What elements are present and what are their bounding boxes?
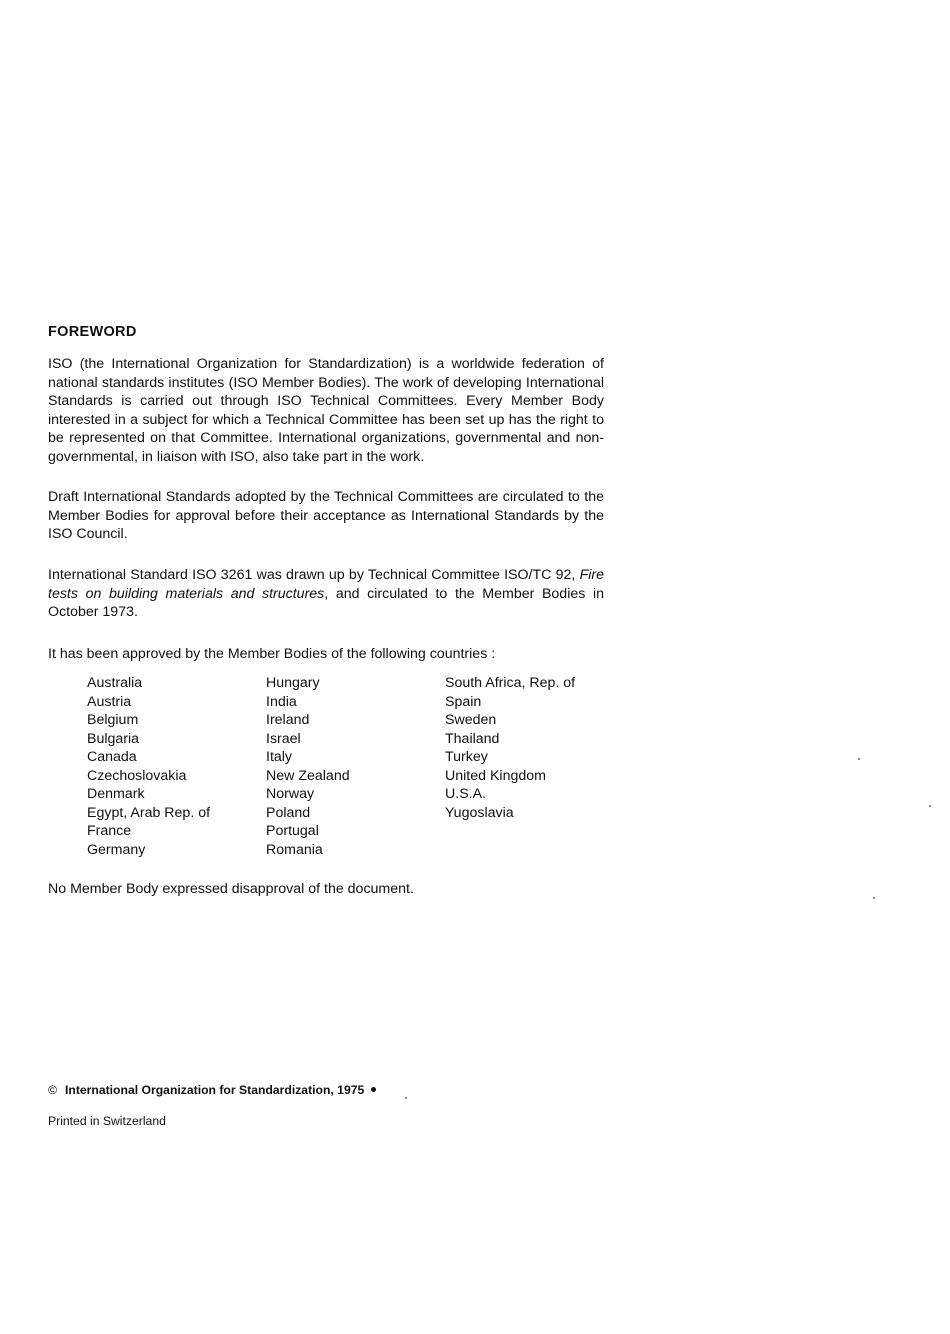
country-item: Spain xyxy=(445,693,482,710)
copyright-text: International Organization for Standardization, 1975 xyxy=(64,1083,365,1097)
country-item: Austria xyxy=(87,693,132,710)
country-item: Poland xyxy=(266,804,311,821)
bullet-icon xyxy=(371,1087,376,1092)
approval-intro: It has been approved by the Member Bodies of the following countries : xyxy=(48,646,496,662)
country-item: Thailand xyxy=(445,730,500,747)
scan-speck xyxy=(873,897,875,899)
scan-speck xyxy=(405,1097,407,1099)
country-item: Bulgaria xyxy=(87,730,140,747)
copyright-symbol: © xyxy=(48,1083,57,1097)
country-item: Portugal xyxy=(266,823,319,839)
foreword-heading: FOREWORD xyxy=(48,324,137,340)
scan-speck xyxy=(858,758,860,760)
scan-speck xyxy=(929,805,931,807)
copyright-line xyxy=(48,1083,376,1097)
country-item: Australia xyxy=(87,675,143,691)
country-item: Ireland xyxy=(266,712,310,728)
country-item: New Zealand xyxy=(266,767,350,784)
country-item: Hungary xyxy=(266,675,320,691)
foreword-paragraph-iso-description: ISO (the International Organization for Standardization) is a worldwide federation of national standards institutes (ISO Member Bodies). The work of developing International Standards is carried out through ISO Technical Committees. Every Member Body interested in a subject for which a Technical Committee has been set up has the right to be represented on that Committee. International organizations, governmental and non-governmental, in liaison with ISO, also take part in the work. xyxy=(48,356,604,465)
standard-origin-text-before: International Standard ISO 3261 was drawn up by Technical Committee ISO/TC 92, xyxy=(48,567,580,583)
country-item: France xyxy=(87,823,132,839)
country-item: India xyxy=(266,693,297,710)
country-item: Czechoslovakia xyxy=(87,767,187,784)
country-item: U.S.A. xyxy=(445,786,486,802)
country-item: Israel xyxy=(266,730,301,747)
country-column-2 xyxy=(266,674,350,859)
country-column-1 xyxy=(87,674,210,859)
printed-in: Printed in Switzerland xyxy=(48,1114,166,1128)
country-item: Sweden xyxy=(445,712,497,728)
country-column-3 xyxy=(445,674,575,822)
committee-title-italic: Fire tests on building materials and structures xyxy=(48,567,604,602)
country-item: Romania xyxy=(266,841,323,858)
country-item: Belgium xyxy=(87,712,139,728)
country-item: Yugoslavia xyxy=(445,804,514,821)
country-item: South Africa, Rep. of xyxy=(445,675,576,691)
country-item: Canada xyxy=(87,749,137,765)
country-item: United Kingdom xyxy=(445,767,546,784)
disapproval-statement: No Member Body expressed disapproval of the document. xyxy=(48,881,414,897)
standard-origin-text-after: , and circulated to the Member Bodies in October 1973. xyxy=(48,585,604,621)
country-item: Egypt, Arab Rep. of xyxy=(87,804,211,821)
country-item: Norway xyxy=(266,786,315,802)
foreword-paragraph-standard-origin xyxy=(48,566,604,622)
country-item: Italy xyxy=(266,749,293,765)
foreword-paragraph-draft-standards: Draft International Standards adopted by the Technical Committees are circulated to the Member Bodies for approval before their acceptance as International Standards by the ISO Council. xyxy=(48,489,604,543)
country-item: Turkey xyxy=(445,749,488,765)
member-countries-list xyxy=(87,674,607,864)
country-item: Denmark xyxy=(87,786,145,802)
country-item: Germany xyxy=(87,841,146,858)
